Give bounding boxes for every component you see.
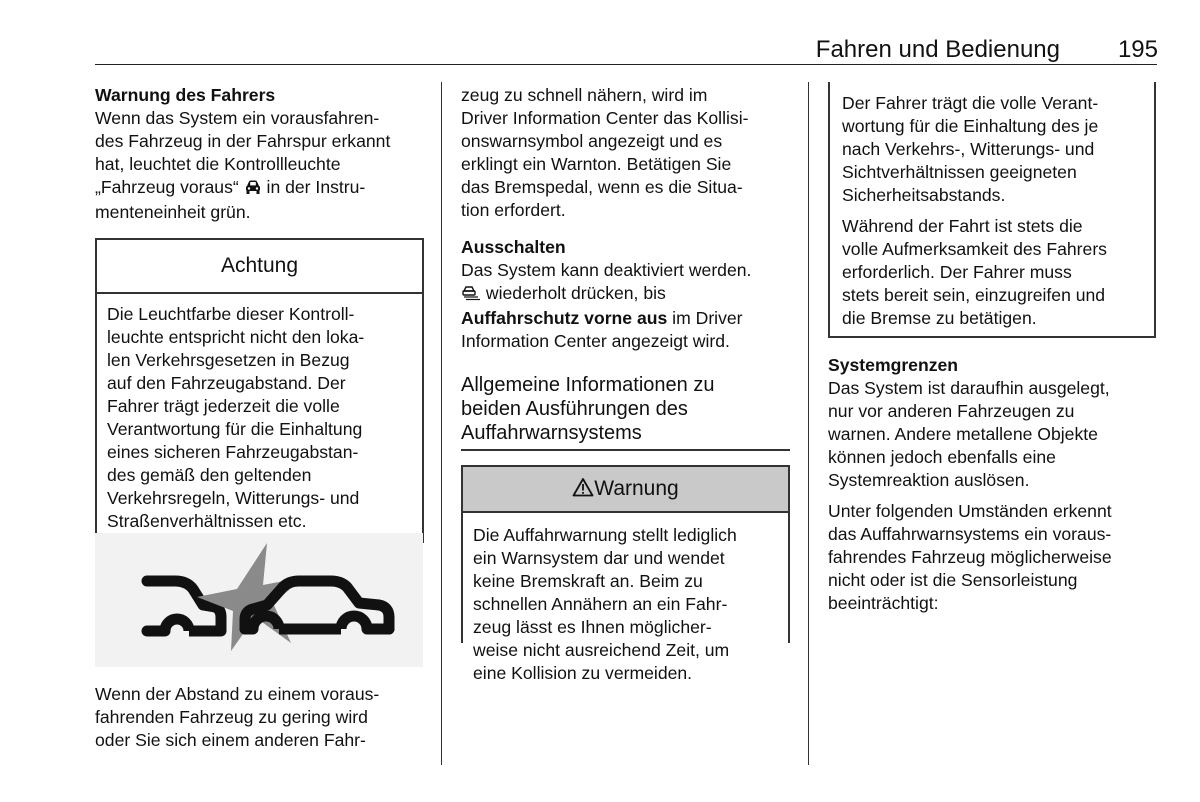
box-line: Fahrer trägt jederzeit die volle bbox=[107, 396, 340, 416]
paragraph-line: des Fahrzeug in der Fahrspur erkannt bbox=[95, 131, 391, 151]
column-right bbox=[828, 82, 1158, 615]
paragraph-line: oder Sie sich einem anderen Fahr- bbox=[95, 730, 366, 750]
collision-illustration bbox=[95, 533, 423, 667]
box-line: eines sicheren Fahrzeugabstan- bbox=[107, 442, 359, 462]
paragraph-line: das Auffahrwarnsystems ein voraus- bbox=[828, 524, 1112, 544]
paragraph-line: Wenn der Abstand zu einem voraus- bbox=[95, 684, 380, 704]
box-line: schnellen Annähern an ein Fahr- bbox=[473, 594, 728, 614]
warnung-box bbox=[461, 465, 790, 683]
paragraph-line: Wenn das System ein vorausfahren- bbox=[95, 108, 380, 128]
box-line: wortung für die Einhaltung des je bbox=[842, 116, 1099, 136]
paragraph-line: Das System ist daraufhin ausgelegt, bbox=[828, 378, 1110, 398]
paragraph-line: Driver Information Center das Kollisi- bbox=[461, 108, 749, 128]
box-line: die Bremse zu betätigen. bbox=[842, 308, 1037, 328]
box-line: Verkehrsregeln, Witterungs- und bbox=[107, 488, 360, 508]
paragraph-line: fahrendes Fahrzeug möglicherweise bbox=[828, 547, 1112, 567]
box-line: eine Kollision zu vermeiden. bbox=[473, 663, 693, 683]
paragraph-line: Unter folgenden Umständen erkennt bbox=[828, 501, 1112, 521]
paragraph-line bbox=[461, 282, 791, 307]
paragraph-line bbox=[461, 307, 791, 330]
systemgrenzen-subheading: Systemgrenzen bbox=[828, 355, 959, 375]
paragraph-line: onswarnsymbol angezeigt und es bbox=[461, 131, 723, 151]
paragraph-line: warnen. Andere metallene Objekte bbox=[828, 424, 1098, 444]
column-left-bottom bbox=[95, 683, 425, 752]
quoted-label: „Fahrzeug voraus“ bbox=[95, 177, 239, 197]
box-line: len Verkehrsgesetzen in Bezug bbox=[107, 350, 350, 370]
paragraph-line-tail: in der Instru- bbox=[261, 177, 366, 197]
paragraph-line: erklingt ein Warnton. Betätigen Sie bbox=[461, 154, 732, 174]
paragraph-line: nur vor anderen Fahrzeugen zu bbox=[828, 401, 1075, 421]
box-line: Straßenverhältnissen etc. bbox=[107, 511, 307, 531]
paragraph-line: nicht oder ist die Sensorleistung bbox=[828, 570, 1078, 590]
warning-subheading: Warnung des Fahrers bbox=[95, 85, 276, 105]
box-line: Die Auffahrwarnung stellt lediglich bbox=[473, 525, 737, 545]
warning-triangle-icon bbox=[572, 469, 594, 513]
chapter-title: Fahren und Bedienung bbox=[815, 36, 1060, 63]
warning-continuation-box bbox=[828, 82, 1156, 338]
paragraph-line: Das System kann deaktiviert werden. bbox=[461, 260, 752, 280]
box-line: erforderlich. Der Fahrer muss bbox=[842, 262, 1072, 282]
ausschalten-subheading: Ausschalten bbox=[461, 237, 566, 257]
box-line: auf den Fahrzeugabstand. Der bbox=[107, 373, 346, 393]
section-heading-line: Auffahrwarnsystems bbox=[461, 422, 642, 444]
box-line: weise nicht ausreichend Zeit, um bbox=[473, 640, 730, 660]
header-rule bbox=[95, 64, 1157, 65]
paragraph-line: menteneinheit grün. bbox=[95, 202, 251, 222]
box-line: des gemäß den geltenden bbox=[107, 465, 312, 485]
paragraph-line: beeinträchtigt: bbox=[828, 593, 939, 613]
warnung-title-bar bbox=[463, 467, 788, 513]
achtung-title: Achtung bbox=[97, 240, 422, 294]
paragraph-line: können jedoch ebenfalls eine bbox=[828, 447, 1056, 467]
column-left bbox=[95, 84, 425, 543]
column-divider bbox=[808, 82, 809, 765]
box-line: Die Leuchtfarbe dieser Kontroll- bbox=[107, 304, 355, 324]
paragraph-line-tail: im Driver bbox=[667, 308, 743, 328]
paragraph-line-tail: wiederholt drücken, bis bbox=[481, 283, 666, 303]
paragraph-line: Systemreaktion auslösen. bbox=[828, 470, 1030, 490]
section-heading-line: Allgemeine Informationen zu bbox=[461, 374, 715, 396]
box-line: nach Verkehrs-, Witterungs- und bbox=[842, 139, 1095, 159]
box-line: zeug lässt es Ihnen möglicher- bbox=[473, 617, 712, 637]
paragraph-line: zeug zu schnell nähern, wird im bbox=[461, 85, 708, 105]
paragraph-line: fahrenden Fahrzeug zu gering wird bbox=[95, 707, 368, 727]
box-line: stets bereit sein, einzugreifen und bbox=[842, 285, 1106, 305]
section-heading-line: beiden Ausführungen des bbox=[461, 398, 688, 420]
paragraph-line: hat, leuchtet die Kontrollleuchte bbox=[95, 154, 341, 174]
column-middle bbox=[461, 84, 791, 683]
column-divider bbox=[441, 82, 442, 765]
box-line: Sichtverhältnissen geeigneten bbox=[842, 162, 1077, 182]
box-line: keine Bremskraft an. Beim zu bbox=[473, 571, 703, 591]
vehicle-distance-icon bbox=[461, 284, 481, 307]
box-line: Der Fahrer trägt die volle Verant- bbox=[842, 93, 1099, 113]
paragraph-line: Information Center angezeigt wird. bbox=[461, 331, 730, 351]
box-line: volle Aufmerksamkeit des Fahrers bbox=[842, 239, 1107, 259]
menu-option-label: Auffahrschutz vorne aus bbox=[461, 308, 668, 328]
warnung-title: Warnung bbox=[594, 477, 679, 500]
paragraph-line bbox=[95, 176, 425, 201]
box-line: Während der Fahrt ist stets die bbox=[842, 216, 1083, 236]
achtung-body bbox=[97, 294, 422, 541]
box-line: Verantwortung für die Einhaltung bbox=[107, 419, 363, 439]
box-line: Sicherheitsabstands. bbox=[842, 185, 1006, 205]
paragraph-line: tion erfordert. bbox=[461, 200, 566, 220]
achtung-box bbox=[95, 238, 424, 543]
section-rule bbox=[461, 449, 790, 451]
warnung-body bbox=[463, 513, 788, 695]
paragraph-line: das Bremspedal, wenn es die Situa- bbox=[461, 177, 743, 197]
box-line: leuchte entspricht nicht den loka- bbox=[107, 327, 365, 347]
car-front-icon bbox=[244, 178, 262, 201]
section-heading bbox=[461, 373, 791, 445]
box-line: ein Warnsystem dar und wendet bbox=[473, 548, 725, 568]
page-number: 195 bbox=[1117, 36, 1158, 63]
